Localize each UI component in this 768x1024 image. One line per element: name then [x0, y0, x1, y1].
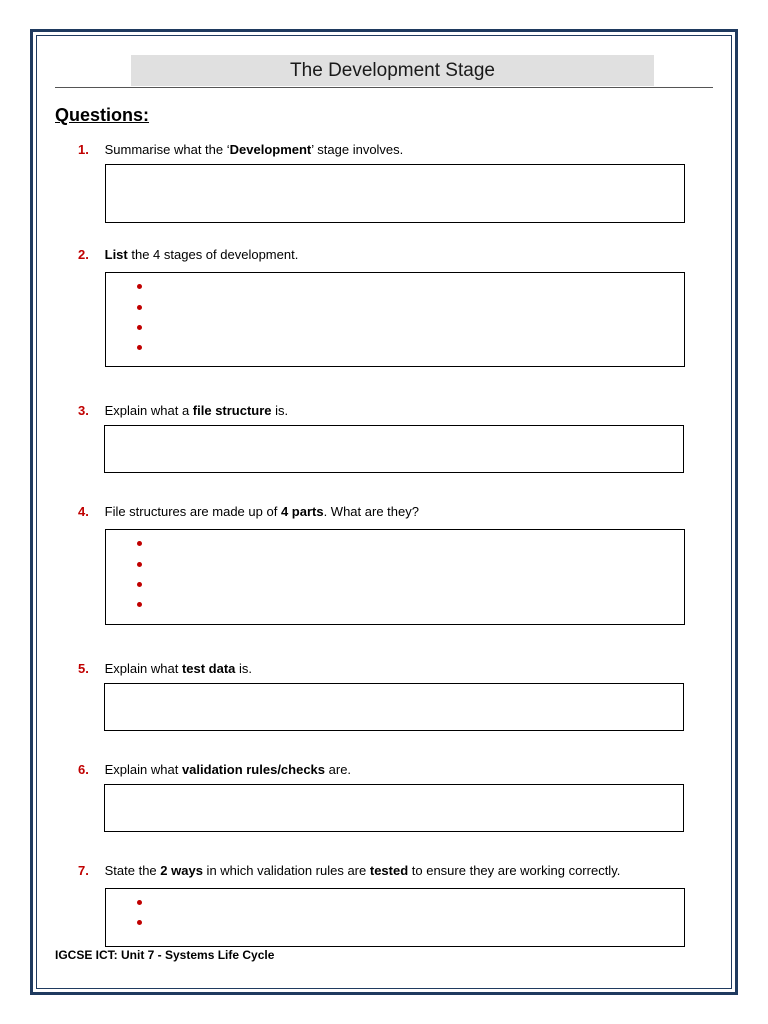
- question-1: [78, 142, 403, 157]
- question-4: [78, 504, 419, 519]
- bullet-icon: [137, 284, 142, 289]
- question-text-bold: List: [104, 247, 128, 262]
- question-text: in which validation rules are: [202, 863, 370, 878]
- answer-box-5[interactable]: [104, 683, 684, 731]
- question-text-bold: file structure: [192, 403, 272, 418]
- question-number: 3.: [78, 403, 89, 418]
- question-number: 4.: [78, 504, 89, 519]
- bullet-icon: [137, 602, 142, 607]
- question-text: Explain what: [104, 661, 182, 676]
- question-text: . What are they?: [323, 504, 419, 519]
- answer-box-2[interactable]: [105, 272, 685, 367]
- question-number: 6.: [78, 762, 89, 777]
- question-number: 2.: [78, 247, 89, 262]
- question-text-bold: tested: [369, 863, 409, 878]
- title-rule: [55, 87, 713, 88]
- question-6: [78, 762, 351, 777]
- question-text: Explain what a: [104, 403, 193, 418]
- question-2: [78, 247, 298, 262]
- question-text: is.: [235, 661, 253, 676]
- question-number: 5.: [78, 661, 89, 676]
- question-text: ’ stage involves.: [311, 142, 404, 157]
- bullet-icon: [137, 325, 142, 330]
- question-text-bold: validation rules/checks: [181, 762, 326, 777]
- question-3: [78, 403, 288, 418]
- questions-heading: Questions:: [55, 105, 150, 125]
- answer-box-3[interactable]: [104, 425, 684, 473]
- bullet-icon: [137, 562, 142, 567]
- question-number: 7.: [78, 863, 89, 878]
- question-text: the 4 stages of development.: [127, 247, 299, 262]
- bullet-icon: [137, 920, 142, 925]
- bullet-icon: [137, 900, 142, 905]
- question-text: is.: [271, 403, 289, 418]
- bullet-icon: [137, 541, 142, 546]
- page-title: The Development Stage: [131, 55, 654, 86]
- bullet-icon: [137, 305, 142, 310]
- question-text: File structures are made up of: [104, 504, 281, 519]
- answer-box-6[interactable]: [104, 784, 684, 832]
- answer-box-7[interactable]: [105, 888, 685, 947]
- answer-box-4[interactable]: [105, 529, 685, 625]
- question-number: 1.: [78, 142, 89, 157]
- question-text-bold: test data: [181, 661, 236, 676]
- bullet-icon: [137, 345, 142, 350]
- footer-text: IGCSE ICT: Unit 7 - Systems Life Cycle: [55, 948, 275, 962]
- question-text-bold: Development: [229, 142, 312, 157]
- question-text-bold: 4 parts: [280, 504, 324, 519]
- question-7: [78, 863, 620, 878]
- answer-box-1[interactable]: [105, 164, 685, 223]
- bullet-icon: [137, 582, 142, 587]
- question-text: Summarise what the ‘: [104, 142, 230, 157]
- question-text-bold: 2 ways: [160, 863, 203, 878]
- question-text: Explain what: [104, 762, 182, 777]
- question-text: to ensure they are working correctly.: [408, 863, 621, 878]
- question-5: [78, 661, 252, 676]
- question-text: are.: [325, 762, 352, 777]
- question-text: State the: [104, 863, 161, 878]
